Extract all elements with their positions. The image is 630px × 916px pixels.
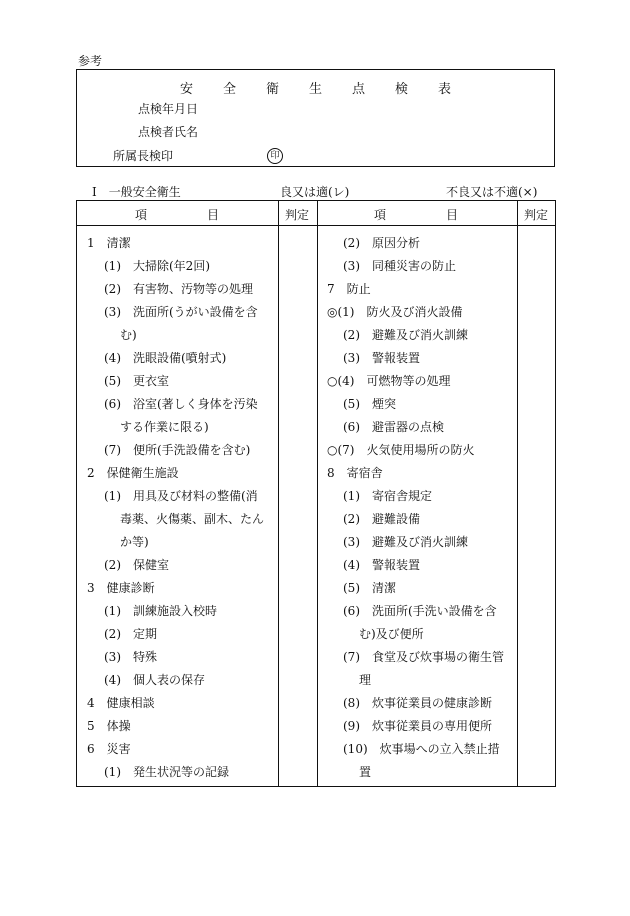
table-row: (1) 大掃除(年2回)	[104, 259, 210, 273]
table-row: (7) 便所(手洗設備を含む)	[104, 443, 251, 457]
table-row: (2) 保健室	[104, 558, 169, 572]
table-row: ○(4) 可燃物等の処理	[327, 374, 451, 388]
table-row: (2) 原因分析	[343, 236, 420, 250]
table-row: 2 保健衛生施設	[87, 466, 179, 480]
chief-seal-label: 所属長検印	[113, 149, 174, 163]
column-header-judge-right: 判定	[524, 208, 549, 222]
table-row: (2) 有害物、汚物等の処理	[104, 282, 253, 296]
table-row: (4) 洗眼設備(噴射式)	[104, 351, 227, 365]
column-divider	[517, 201, 518, 786]
title-char: 衛	[265, 82, 279, 97]
table-row: む)及び便所	[359, 627, 424, 641]
title-char: 生	[308, 82, 322, 97]
table-row: 毒薬、火傷薬、副木、たん	[120, 512, 265, 526]
column-divider	[278, 201, 279, 786]
table-row: (9) 炊事従業員の専用便所	[343, 719, 492, 733]
table-row: (5) 煙突	[343, 397, 396, 411]
table-row: (6) 浴室(著しく身体を汚染	[104, 397, 258, 411]
table-row: (5) 清潔	[343, 581, 396, 595]
checklist-header-box	[76, 69, 555, 167]
table-row: ○(7) 火気使用場所の防火	[327, 443, 475, 457]
table-row: (1) 発生状況等の記録	[104, 765, 229, 779]
column-divider	[317, 201, 318, 786]
table-row: 5 体操	[87, 719, 131, 733]
table-row: (3) 同種災害の防止	[343, 259, 456, 273]
title-char: 点	[352, 82, 366, 97]
table-row: (2) 定期	[104, 627, 157, 641]
table-row: (1) 寄宿舎規定	[343, 489, 432, 503]
table-row: (4) 個人表の保存	[104, 673, 205, 687]
inspection-table	[76, 200, 556, 787]
table-row: する作業に限る)	[120, 420, 209, 434]
table-row: (6) 避雷器の点検	[343, 420, 444, 434]
reference-label: 参考	[78, 54, 103, 68]
legend-bad: 不良又は不適(×)	[446, 185, 538, 199]
table-row: (1) 訓練施設入校時	[104, 604, 217, 618]
table-row: (2) 避難設備	[343, 512, 420, 526]
table-row: 4 健康相談	[87, 696, 155, 710]
inspector-name-label: 点検者氏名	[138, 125, 199, 139]
seal-icon: 印	[267, 148, 283, 164]
title-char: 安	[179, 82, 193, 97]
table-row: (2) 避難及び消火訓練	[343, 328, 468, 342]
legend-good: 良又は適(レ)	[280, 185, 350, 199]
form-title	[77, 78, 554, 97]
table-row: (3) 避難及び消火訓練	[343, 535, 468, 549]
table-row: 理	[359, 673, 372, 687]
table-row: 3 健康診断	[87, 581, 155, 595]
column-header-item-left: 項 目	[135, 208, 220, 222]
table-row: (10) 炊事場への立入禁止措	[343, 742, 500, 756]
table-row: ◎(1) 防火及び消火設備	[327, 305, 463, 319]
table-row: 置	[359, 765, 372, 779]
table-row: 7 防止	[327, 282, 371, 296]
inspection-date-label: 点検年月日	[138, 102, 199, 116]
table-row: (3) 特殊	[104, 650, 157, 664]
title-char: 全	[222, 82, 236, 97]
header-divider	[77, 225, 555, 226]
section-title: Ⅰ 一般安全衛生	[92, 185, 181, 199]
table-row: (8) 炊事従業員の健康診断	[343, 696, 492, 710]
table-row: む)	[120, 328, 137, 342]
table-row: 1 清潔	[87, 236, 131, 250]
table-row: か等)	[120, 535, 149, 549]
title-char: 表	[438, 82, 452, 97]
title-char: 検	[395, 82, 409, 97]
table-row: (4) 警報装置	[343, 558, 420, 572]
table-row: (3) 洗面所(うがい設備を含	[104, 305, 258, 319]
table-row: (1) 用具及び材料の整備(消	[104, 489, 258, 503]
table-row: (6) 洗面所(手洗い設備を含	[343, 604, 497, 618]
table-row: (7) 食堂及び炊事場の衛生管	[343, 650, 504, 664]
table-row: 6 災害	[87, 742, 131, 756]
table-row: (5) 更衣室	[104, 374, 169, 388]
table-row: (3) 警報装置	[343, 351, 420, 365]
column-header-judge-left: 判定	[285, 208, 310, 222]
column-header-item-right: 項 目	[374, 208, 459, 222]
table-row: 8 寄宿舎	[327, 466, 383, 480]
